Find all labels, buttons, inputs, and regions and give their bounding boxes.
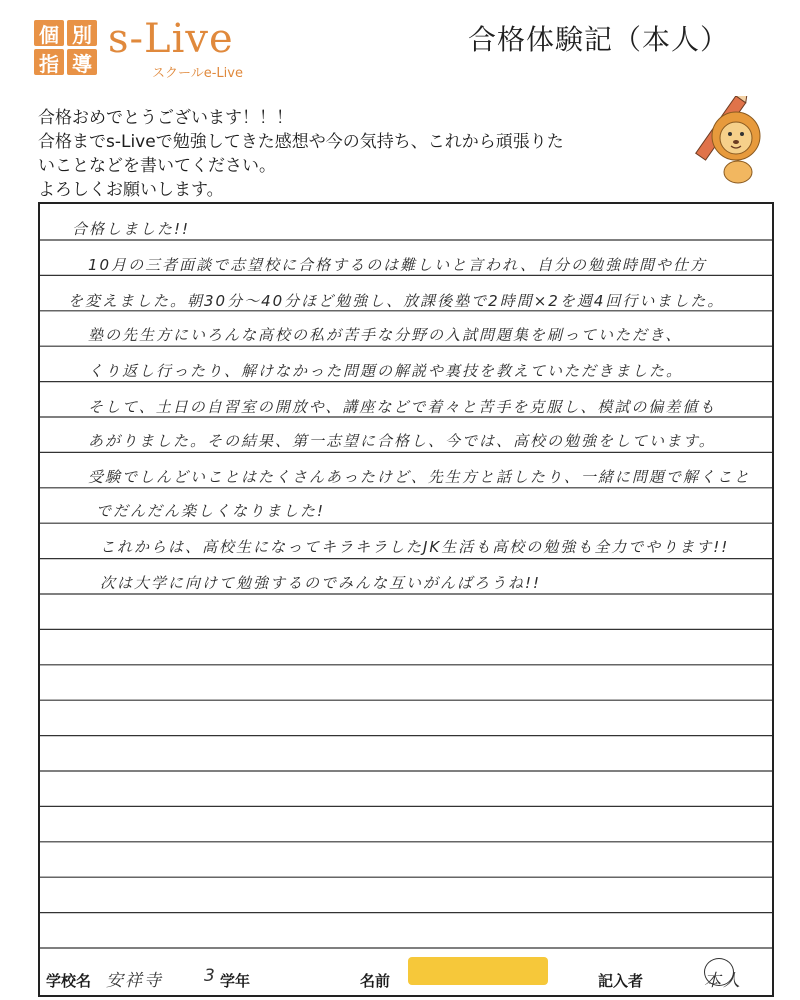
ruled-lines: [40, 204, 772, 995]
logo-cell: 個: [34, 20, 64, 46]
name-label: 名前: [360, 972, 391, 990]
grade-value: 3: [204, 966, 217, 986]
page-title: 合格体験記（本人）: [468, 23, 730, 56]
handwritten-line: 合格しました!!: [72, 220, 191, 238]
school-name-value: 安祥寺: [106, 971, 163, 991]
writer-value: 本人: [704, 971, 742, 991]
handwritten-line: あがりました。その結果、第一志望に合格し、今では、高校の勉強をしています。: [88, 432, 716, 450]
logo-cell: 別: [67, 20, 97, 46]
handwritten-line: を変えました。朝30分～40分ほど勉強し、放課後塾で2時間×2を週4回行いました。: [68, 292, 725, 310]
name-redaction: [408, 957, 548, 985]
writer-label: 記入者: [598, 972, 644, 990]
grade-label: 学年: [220, 972, 251, 990]
logo-cell: 導: [67, 49, 97, 75]
logo-brand-name: s-Live: [108, 16, 234, 62]
handwritten-line: 塾の先生方にいろんな高校の私が苦手な分野の入試問題集を刷っていただき、: [88, 326, 683, 344]
school-logo: [34, 18, 274, 80]
handwritten-line: 受験でしんどいことはたくさんあったけど、先生方と話したり、一緒に問題で解くこと: [88, 468, 751, 486]
instruction-line: 合格おめでとうございます！！！: [38, 108, 293, 128]
handwritten-line: これからは、高校生になってキラキラしたJK生活も高校の勉強も全力でやります!!: [100, 538, 730, 556]
instruction-line: 合格までs-Liveで勉強してきた感想や今の気持ち、これから頑張りた: [38, 132, 564, 152]
handwritten-line: くり返し行ったり、解けなかった問題の解説や裏技を教えていただきました。: [88, 362, 684, 380]
logo-brand-subtitle: スクールe-Live: [152, 66, 243, 81]
handwritten-line: 10月の三者面談で志望校に合格するのは難しいと言われ、自分の勉強時間や仕方: [88, 256, 707, 274]
handwritten-line: そして、土日の自習室の開放や、講座などで着々と苦手を克服し、模試の偏差値も: [88, 398, 717, 416]
writing-sheet: [38, 202, 774, 997]
handwritten-line: でだんだん楽しくなりました!: [96, 502, 326, 520]
logo-kanji-grid: [34, 20, 98, 76]
writer-circle-mark: [704, 958, 734, 986]
lion-mascot-icon: [680, 96, 770, 186]
instruction-line: いことなどを書いてください。: [38, 156, 276, 176]
instruction-line: よろしくお願いします。: [38, 180, 224, 200]
instructions: [38, 106, 638, 202]
handwritten-line: 次は大学に向けて勉強するのでみんな互いがんばろうね!!: [100, 574, 542, 592]
logo-cell: 指: [34, 49, 64, 75]
school-name-label: 学校名: [46, 972, 92, 990]
student-info-footer: [40, 945, 772, 995]
